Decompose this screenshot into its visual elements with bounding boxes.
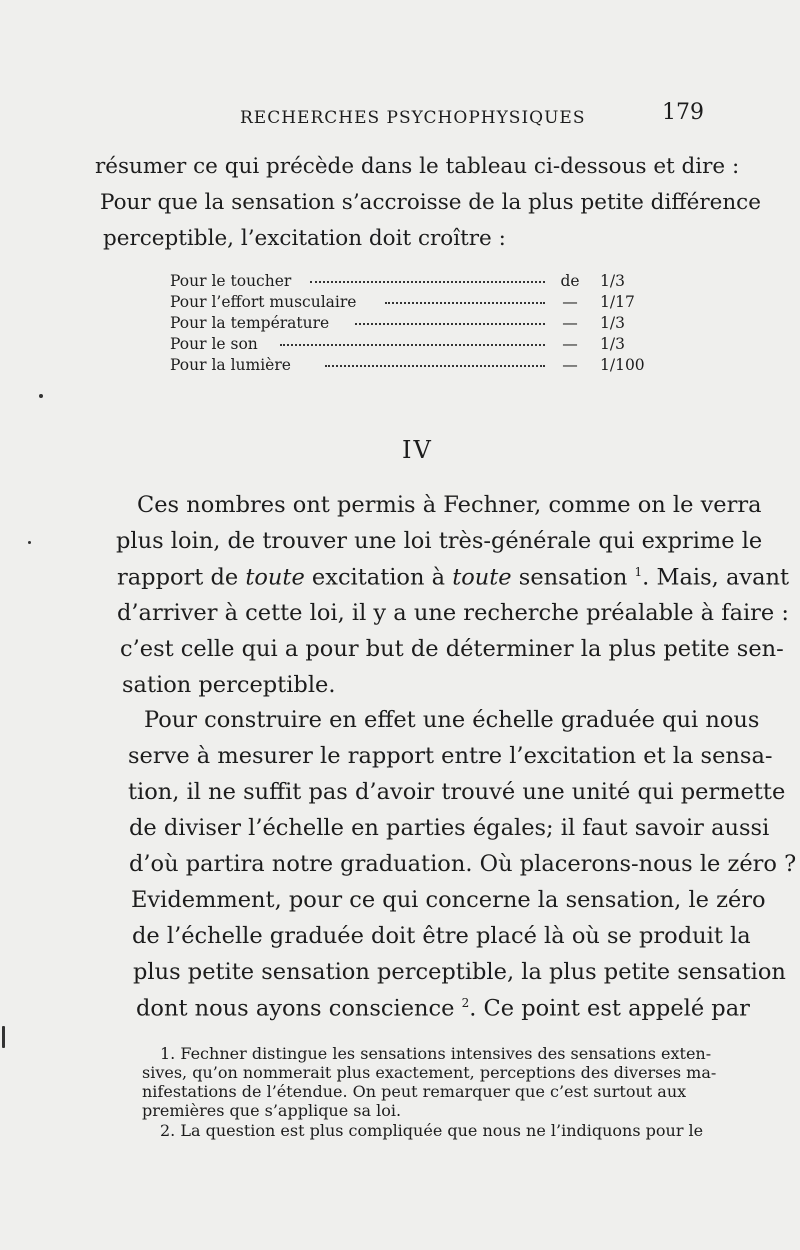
table-row-label: Pour le son xyxy=(170,335,258,353)
table-row-value: 1/17 xyxy=(600,293,635,311)
paragraph2-line-2: serve à mesurer le rapport entre l’excitation et la sensa- xyxy=(128,743,773,769)
ink-speck xyxy=(2,1026,5,1048)
running-head: RECHERCHES PSYCHOPHYSIQUES xyxy=(240,108,586,128)
table-row xyxy=(170,314,710,335)
text-run: sensation xyxy=(511,564,635,591)
table-row-value: 1/100 xyxy=(600,356,645,374)
table-row xyxy=(170,335,710,356)
table-row-value: 1/3 xyxy=(600,272,625,290)
footnote-1-line-3: nifestations de l’étendue. On peut remarquer que c’est surtout aux xyxy=(142,1082,687,1101)
table-row-value: 1/3 xyxy=(600,335,625,353)
table-row xyxy=(170,356,710,377)
text-run: excitation à xyxy=(304,564,453,591)
paragraph1-line-1: Ces nombres ont permis à Fechner, comme on le verra xyxy=(137,492,762,518)
text-run: . Ce point est appelé par xyxy=(469,995,750,1022)
footnote-1-line-4: premières que s’applique sa loi. xyxy=(142,1101,402,1120)
paragraph1-line-2: plus loin, de trouver une loi très-générale qui exprime le xyxy=(116,528,763,554)
text-run: rapport de xyxy=(117,564,246,591)
dot-leader xyxy=(385,302,545,304)
paragraph2-line-4: de diviser l’échelle en parties égales; il faut savoir aussi xyxy=(129,815,770,841)
dot-leader xyxy=(325,365,545,367)
paragraph1-line-3 xyxy=(117,566,789,589)
paragraph2-line-1: Pour construire en effet une échelle graduée qui nous xyxy=(144,707,760,733)
paragraph2-line-3: tion, il ne suffit pas d’avoir trouvé une unité qui permette xyxy=(128,779,786,805)
page-number: 179 xyxy=(662,100,704,125)
section-number: IV xyxy=(402,436,433,464)
table-row-unit: — xyxy=(562,356,578,374)
footnote-1-line-2: sives, qu’on nommerait plus exactement, perceptions des diverses ma- xyxy=(142,1063,717,1082)
paragraph1-line-5: c’est celle qui a pour but de déterminer la plus petite sen- xyxy=(120,636,784,662)
intro-line-1: résumer ce qui précède dans le tableau ci-dessous et dire : xyxy=(95,154,740,179)
intro-line-2: Pour que la sensation s’accroisse de la plus petite différence xyxy=(100,190,761,215)
table-row-label: Pour la lumière xyxy=(170,356,291,374)
paragraph1-line-6: sation perceptible. xyxy=(122,672,336,698)
paragraph2-line-8: plus petite sensation perceptible, la plus petite sensation xyxy=(133,959,786,985)
text-run: . Mais, avant xyxy=(642,564,790,591)
table-row-label: Pour l’effort musculaire xyxy=(170,293,357,311)
paragraph2-line-5: d’où partira notre graduation. Où placerons-nous le zéro ? xyxy=(129,851,797,877)
table-row-unit: — xyxy=(562,335,578,353)
table-row-unit: de xyxy=(560,272,580,290)
footnote-2-line-1: 2. La question est plus compliquée que nous ne l’indiquons pour le xyxy=(160,1121,704,1140)
table-row-label: Pour le toucher xyxy=(170,272,292,290)
threshold-table xyxy=(170,272,710,377)
text-run: dont nous ayons conscience xyxy=(136,995,462,1022)
table-row-unit: — xyxy=(562,293,578,311)
table-row xyxy=(170,272,710,293)
dot-leader xyxy=(310,281,545,283)
paragraph2-line-7: de l’échelle graduée doit être placé là où se produit la xyxy=(132,923,751,949)
ink-speck xyxy=(28,541,31,544)
intro-line-3: perceptible, l’excitation doit croître : xyxy=(103,226,506,251)
dot-leader xyxy=(355,323,545,325)
table-row xyxy=(170,293,710,314)
paragraph1-line-4: d’arriver à cette loi, il y a une recherche préalable à faire : xyxy=(117,600,789,626)
table-row-value: 1/3 xyxy=(600,314,625,332)
footnote-ref: 1 xyxy=(634,565,643,579)
paragraph2-line-9 xyxy=(136,997,750,1020)
table-row-label: Pour la température xyxy=(170,314,330,332)
table-row-unit: — xyxy=(562,314,578,332)
ink-speck xyxy=(39,394,43,398)
italic-word: toute xyxy=(452,564,512,591)
footnote-1-line-1: 1. Fechner distingue les sensations intensives des sensations exten- xyxy=(160,1044,712,1063)
italic-word: toute xyxy=(245,564,305,591)
paragraph2-line-6: Evidemment, pour ce qui concerne la sensation, le zéro xyxy=(131,887,766,913)
dot-leader xyxy=(280,344,545,346)
page-header xyxy=(240,100,710,134)
footnote-ref: 2 xyxy=(461,996,470,1010)
